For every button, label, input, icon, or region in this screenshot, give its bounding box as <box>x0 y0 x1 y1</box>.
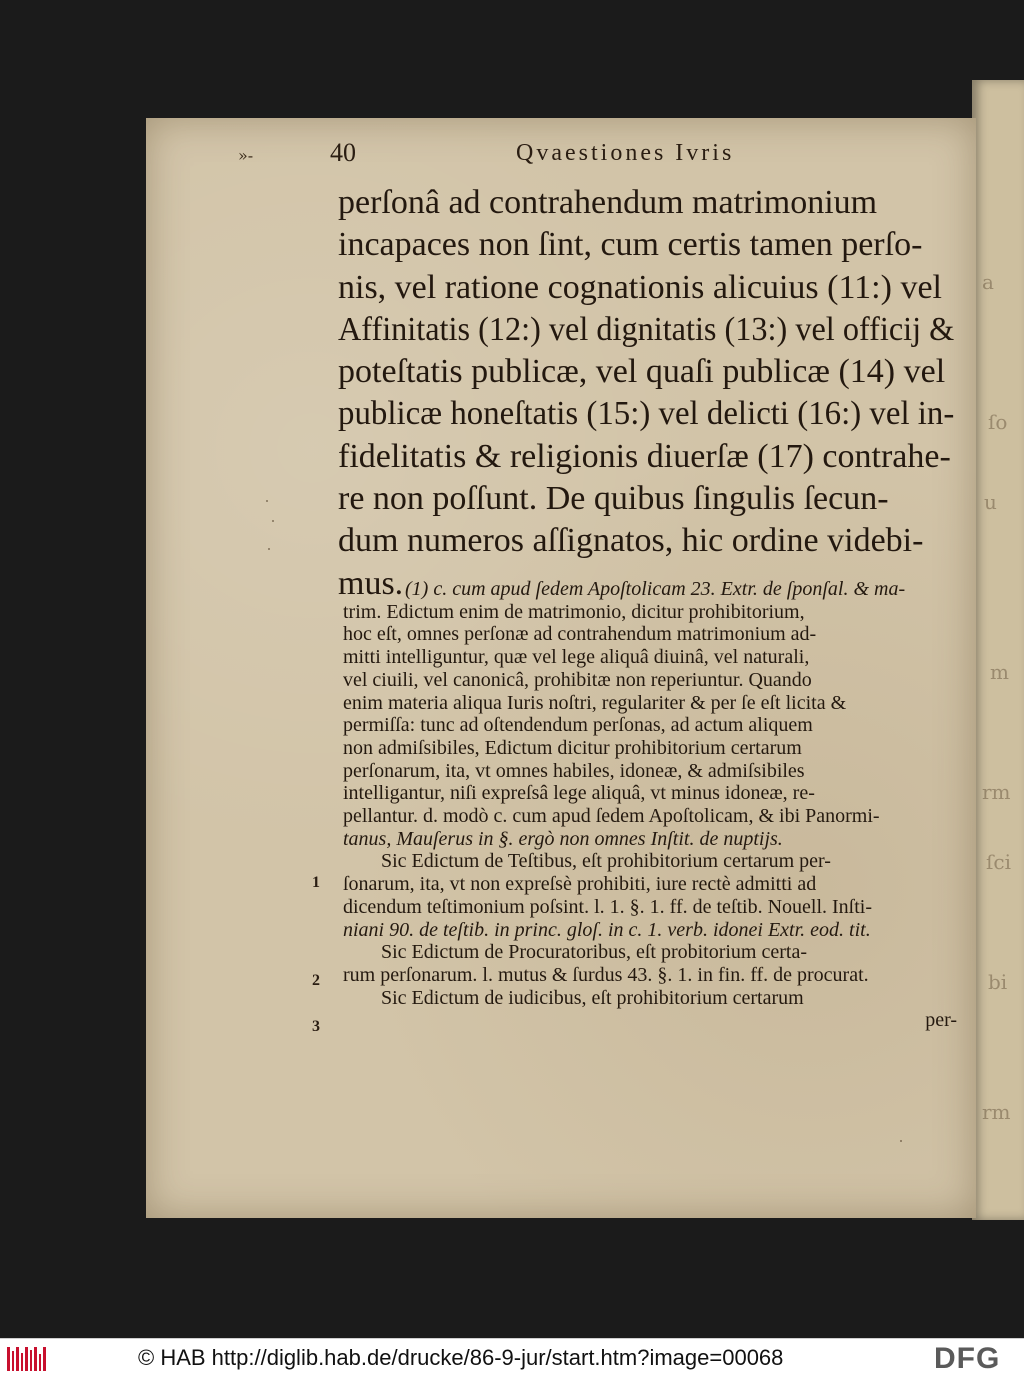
margin-mark: »- <box>238 146 254 165</box>
margin-number: 1 <box>312 874 320 891</box>
footer-bar <box>0 1338 1024 1378</box>
footnote-line: permiſſa: tunc ad oſtendendum perſonas, ad actum aliquem <box>343 714 813 737</box>
footnote-line: ſonarum, ita, vt non expreſsè prohibiti, iure rectè admitti ad <box>343 873 817 896</box>
footnote-line: per- <box>925 1009 957 1032</box>
footnote-line: non admiſsibiles, Edictum dicitur prohibitorium certarum <box>343 736 802 759</box>
footer-copyright-url[interactable]: © HAB http://diglib.hab.de/drucke/86-9-jur/start.htm?image=00068 <box>138 1345 784 1370</box>
footnote-line: niani 90. de teſtib. in princ. gloſ. in c. 1. verb. idonei Extr. eod. tit. <box>343 918 871 941</box>
hab-logo-icon <box>6 1345 48 1373</box>
body-line: incapaces non ſint, cum certis tamen perſo- <box>338 226 923 264</box>
paper-speck <box>266 500 268 502</box>
body-line: perſonâ ad contrahendum matrimonium <box>338 184 878 221</box>
page-number: 40 <box>330 138 356 167</box>
footnote-line: Sic Edictum de iudicibus, eſt prohibitorium certarum <box>381 986 804 1009</box>
footnote-line: intelligantur, niſi expreſsâ lege aliquâ, vt minus idoneæ, re- <box>343 782 815 805</box>
footnote-line: Sic Edictum de Procuratoribus, eſt probitorium certa- <box>381 941 807 964</box>
footnote-line: Sic Edictum de Teſtibus, eſt prohibitorium certarum per- <box>381 850 831 873</box>
paper-speck <box>268 548 270 550</box>
running-head-title: Qvaestiones Ivris <box>516 140 735 166</box>
footnote-line: (1) c. cum apud ſedem Apoſtolicam 23. Extr. de ſponſal. & ma- <box>405 578 906 600</box>
body-line: re non poſſunt. De quibus ſingulis ſecun- <box>338 480 889 518</box>
dfg-logo: DFG <box>934 1342 1001 1375</box>
adjacent-page-edge: a ſo u m rm ſci bi rm <box>972 80 1024 1220</box>
body-text <box>338 182 954 605</box>
body-line: poteſtatis publicæ, vel quaſi publicæ (14) vel <box>338 353 946 391</box>
body-line: nis, vel ratione cognationis alicuius (11:) vel <box>338 268 942 306</box>
margin-number: 2 <box>312 972 320 989</box>
footnote-line: vel ciuili, vel canonicâ, prohibitæ non reperiuntur. Quando <box>343 668 812 691</box>
paper-speck <box>272 520 274 522</box>
footnote-line: dicendum teſtimonium poſsint. l. 1. §. 1. ff. de teſtib. Nouell. Inſti- <box>343 895 873 918</box>
footnote-line: rum perſonarum. l. mutus & ſurdus 43. §. 1. in fin. ff. de procurat. <box>343 963 869 986</box>
margin-number: 3 <box>312 1018 320 1035</box>
body-line: publicæ honeſtatis (15:) vel delicti (16:) vel in- <box>338 395 955 433</box>
body-line: Affinitatis (12:) vel dignitatis (13:) vel officij & <box>338 310 955 348</box>
footnote-line: enim materia aliqua Iuris noſtri, regulariter & per ſe eſt licita & <box>343 691 847 714</box>
body-line: dum numeros aſſignatos, hic ordine videbi- <box>338 522 924 560</box>
footnotes <box>343 578 957 1032</box>
body-line: mus. <box>338 564 404 602</box>
footnote-line: hoc eſt, omnes perſonæ ad contrahendum matrimonium ad- <box>343 623 817 646</box>
body-line: fidelitatis & religionis diuerſæ (17) contrahe- <box>338 437 951 475</box>
footnote-line: trim. Edictum enim de matrimonio, dicitur prohibitorium, <box>343 600 805 623</box>
footnote-line: pellantur. d. modò c. cum apud ſedem Apoſtolicam, & ibi Panormi- <box>343 805 880 828</box>
footnote-line: mitti intelliguntur, quæ vel lege aliquâ diuinâ, vel naturali, <box>343 646 810 669</box>
paper-speck <box>900 1140 902 1142</box>
footnote-line: tanus, Mauſerus in §. ergò non omnes Inſtit. de nuptijs. <box>343 827 783 850</box>
running-head <box>330 138 970 178</box>
footnote-line: perſonarum, ita, vt omnes habiles, idoneæ, & admiſsibiles <box>343 759 805 782</box>
